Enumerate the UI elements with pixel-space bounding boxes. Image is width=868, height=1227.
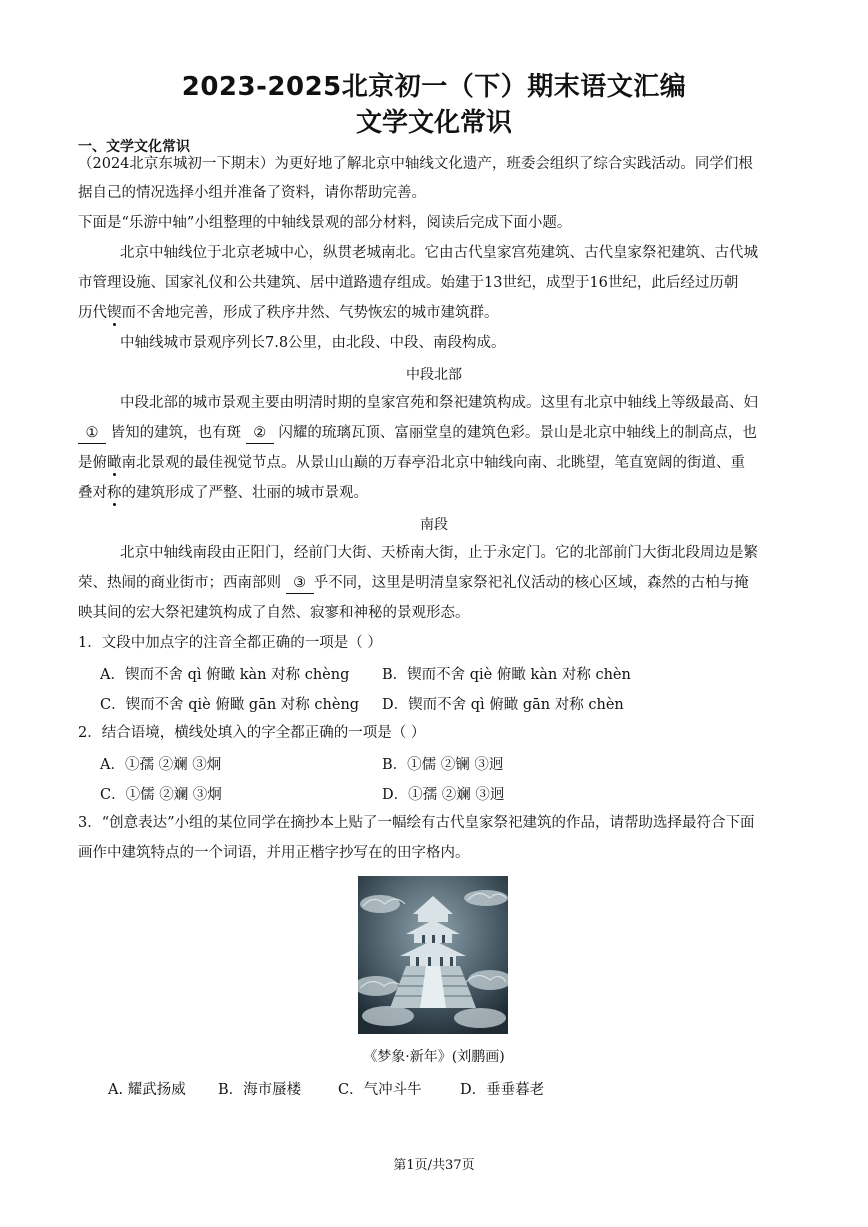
question-1-stem: 1．文段中加点字的注音全都正确的一项是（ ）	[78, 635, 382, 651]
dotted-char: 锲	[107, 305, 122, 321]
page-number: 第1页/共37页	[393, 1158, 475, 1173]
question-2-stem: 2．结合语境，横线处填入的字全都正确的一项是（ ）	[78, 725, 426, 741]
dotted-char: 瞰	[107, 455, 122, 471]
passage-p4-line1: 北京中轴线南段由正阳门，经前门大街、天桥南大街，止于永定门。它的北部前门大街北段周边是繁	[120, 545, 758, 561]
passage-p4-line3: 映其间的宏大祭祀建筑构成了自然、寂寥和神秘的景观形态。	[78, 605, 470, 621]
passage-p3-line2: ① 皆知的建筑，也有斑 ② 闪耀的琉璃瓦顶、富丽堂皇的建筑色彩。景山是北京中轴线上的制高点，也	[78, 423, 757, 444]
q1-option-a[interactable]: A．锲而不舍 qì 俯瞰 kàn 对称 chèng	[100, 667, 350, 683]
blank-3: ③	[286, 573, 314, 594]
q2-option-b[interactable]: B．①儒 ②镧 ③迥	[382, 757, 504, 773]
q2-option-a[interactable]: A．①孺 ②斓 ③炯	[100, 757, 222, 773]
intro-line-2: 据自己的情况选择小组并准备了资料，请你帮助完善。	[78, 185, 426, 201]
q3-option-a[interactable]: A. 耀武扬威	[108, 1082, 186, 1098]
passage-p2: 中轴线城市景观序列长7.8公里，由北段、中段、南段构成。	[120, 335, 506, 351]
passage-p1-line1: 北京中轴线位于北京老城中心，纵贯老城南北。它由古代皇家宫苑建筑、古代皇家祭祀建筑、古代城	[120, 245, 758, 261]
q2-option-d[interactable]: D．①孺 ②斓 ③迥	[382, 787, 505, 803]
section-heading: 一、文学文化常识	[78, 139, 190, 155]
blank-2: ②	[246, 423, 274, 444]
subheading-south: 南段	[420, 517, 448, 533]
document-title: 2023-2025北京初一（下）期末语文汇编	[181, 72, 687, 102]
passage-p3-line3: 是俯瞰南北景观的最佳视觉节点。从景山山巅的万春亭沿北京中轴线向南、北眺望，笔直宽阔的街道、重	[78, 455, 745, 471]
intro-line-3: 下面是“乐游中轴”小组整理的中轴线景观的部分材料，阅读后完成下面小题。	[78, 215, 572, 231]
q2-option-c[interactable]: C．①儒 ②斓 ③炯	[100, 787, 222, 803]
painting-svg	[358, 876, 508, 1034]
passage-p4-line2: 荣、热闹的商业街市；西南部则 ③ 乎不同，这里是明清皇家祭祀礼仪活动的核心区域，森然的古柏与掩	[78, 573, 749, 594]
intro-line-1: （2024北京东城初一下期末）为更好地了解北京中轴线文化遗产，班委会组织了综合实践活动。同学们根	[78, 156, 753, 172]
passage-p3-line1: 中段北部的城市景观主要由明清时期的皇家宫苑和祭祀建筑构成。这里有北京中轴线上等级最高、妇	[120, 395, 758, 411]
document-subtitle: 文学文化常识	[355, 108, 512, 138]
temple-of-heaven-painting	[358, 876, 508, 1034]
blank-1: ①	[78, 423, 106, 444]
q1-option-b[interactable]: B．锲而不舍 qiè 俯瞰 kàn 对称 chèn	[382, 667, 631, 683]
q3-option-c[interactable]: C．气冲斗牛	[338, 1082, 422, 1098]
question-3-stem-line1: 3．“创意表达”小组的某位同学在摘抄本上贴了一幅绘有古代皇家祭祀建筑的作品，请帮助选择最符合下面	[78, 815, 755, 831]
passage-p1-line3: 历代锲而不舍地完善，形成了秩序井然、气势恢宏的城市建筑群。	[78, 305, 499, 321]
question-3-stem-line2: 画作中建筑特点的一个词语，并用正楷字抄写在的田字格内。	[78, 845, 470, 861]
passage-p1-line2: 市管理设施、国家礼仪和公共建筑、居中道路遗存组成。始建于13世纪，成型于16世纪，此后经过历朝	[78, 275, 739, 291]
painting-caption: 《梦象·新年》(刘鹏画)	[363, 1049, 505, 1065]
passage-p3-line4: 叠对称的建筑形成了严整、壮丽的城市景观。	[78, 485, 368, 501]
q3-option-d[interactable]: D．垂垂暮老	[460, 1082, 545, 1098]
q1-option-c[interactable]: C．锲而不舍 qiè 俯瞰 gān 对称 chèng	[100, 697, 360, 713]
q1-option-d[interactable]: D．锲而不舍 qì 俯瞰 gān 对称 chèn	[382, 697, 624, 713]
q3-option-b[interactable]: B．海市蜃楼	[218, 1082, 302, 1098]
subheading-middle-north: 中段北部	[406, 367, 462, 383]
dotted-char: 称	[107, 485, 122, 501]
